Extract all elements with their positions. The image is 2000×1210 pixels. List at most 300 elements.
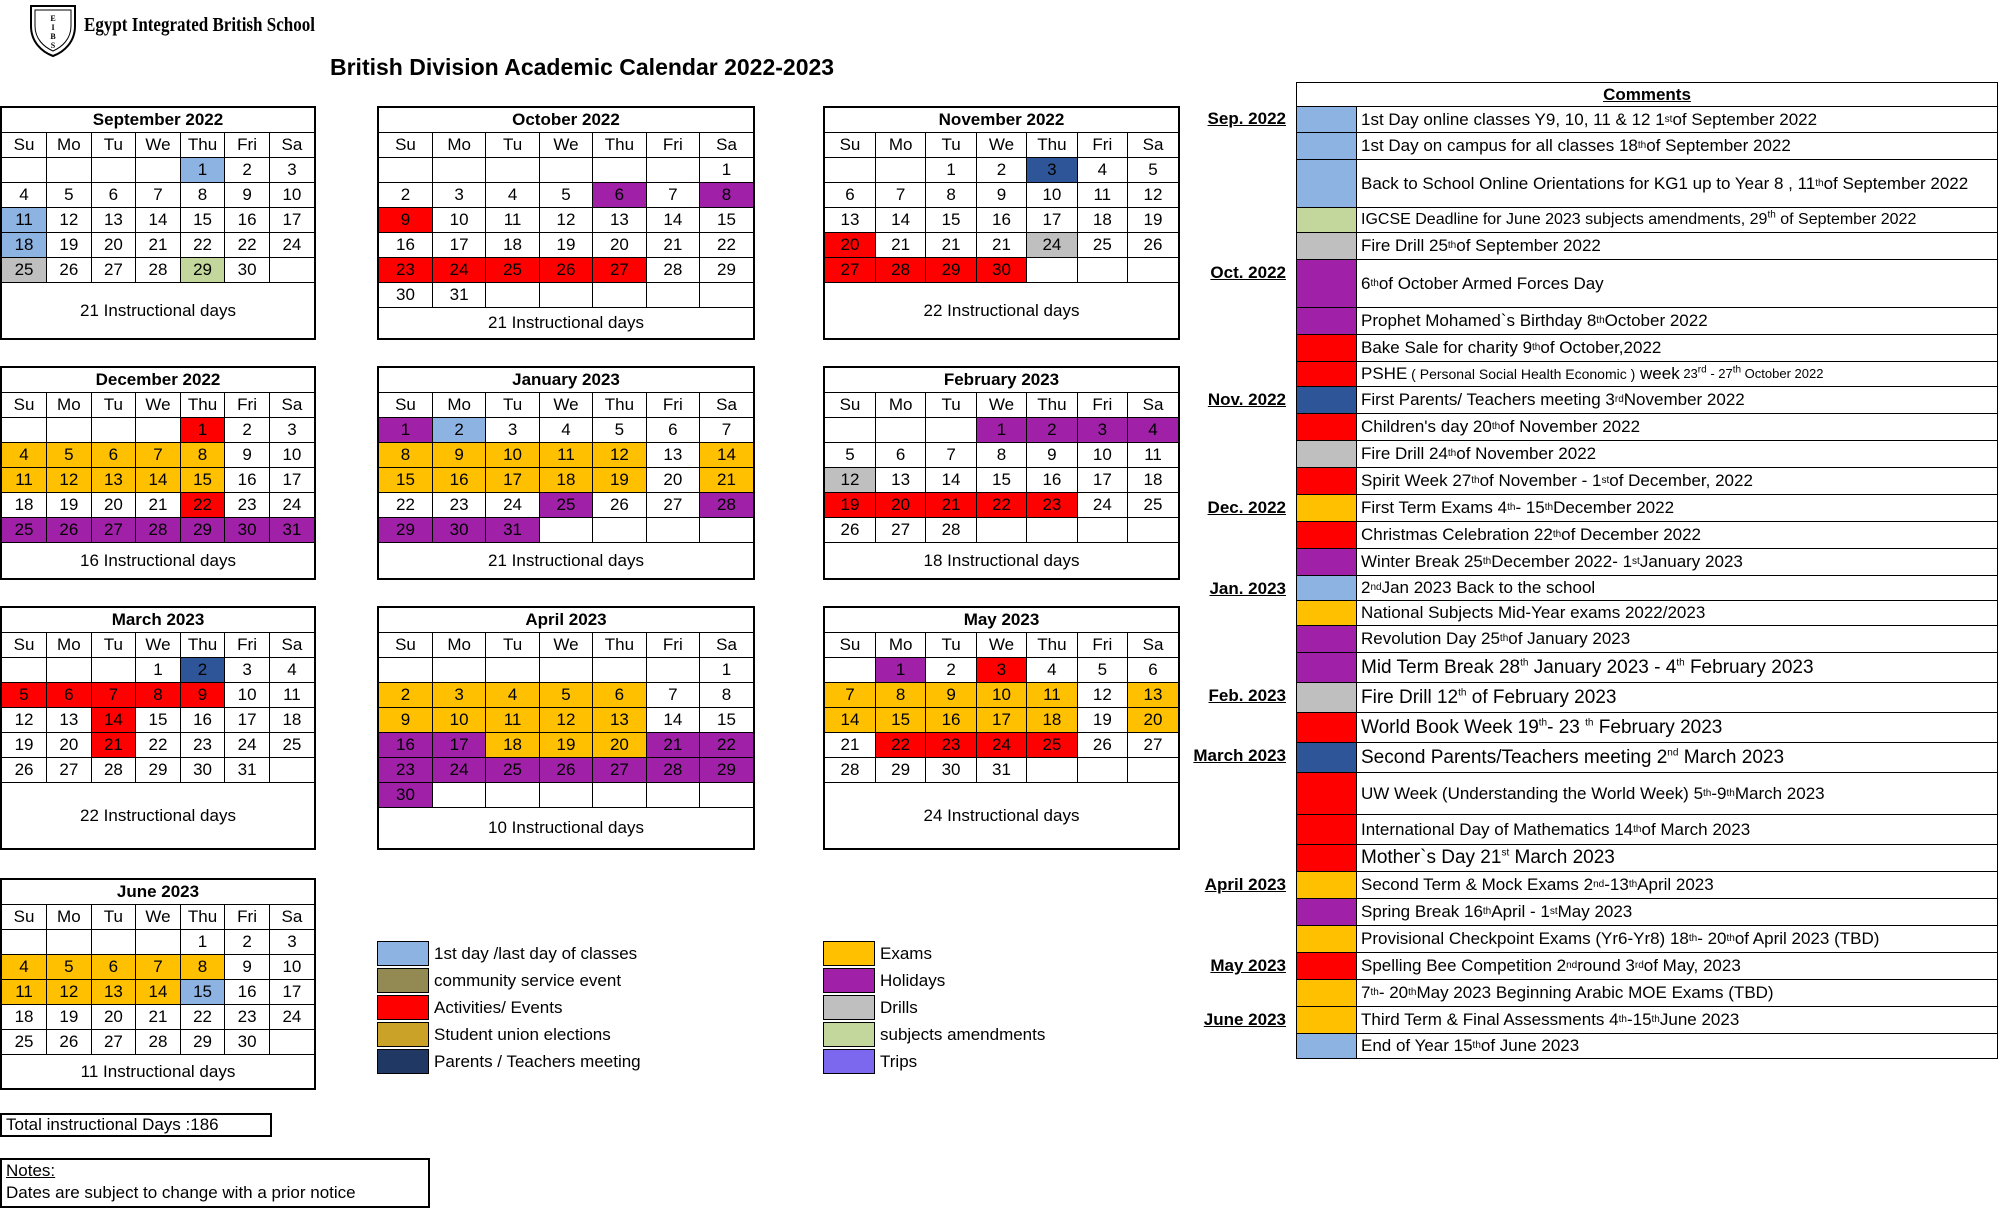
empty-cell [2, 158, 47, 183]
day-cell: 23 [1027, 493, 1077, 518]
day-cell: 1 [180, 158, 225, 183]
day-cell: 14 [136, 980, 181, 1005]
day-cell: 11 [2, 468, 47, 493]
day-cell: 18 [2, 493, 47, 518]
day-cell: 29 [926, 258, 976, 283]
day-cell: 30 [432, 518, 485, 543]
day-cell: 5 [825, 443, 875, 468]
svg-text:I: I [51, 23, 55, 32]
instructional-days: 16 Instructional days [80, 551, 236, 570]
day-cell: 4 [2, 955, 47, 980]
legend-swatch [377, 941, 429, 966]
day-cell: 22 [225, 233, 270, 258]
day-cell: 27 [91, 258, 136, 283]
day-cell: 24 [976, 733, 1026, 758]
legend-swatch [823, 1022, 875, 1047]
day-cell: 28 [646, 258, 699, 283]
day-cell: 28 [136, 1030, 181, 1055]
month-november-2022 [823, 106, 1180, 340]
svg-text:S: S [50, 41, 56, 50]
day-cell: 1 [926, 158, 976, 183]
empty-cell [432, 658, 485, 683]
day-cell: 15 [926, 208, 976, 233]
day-cell: 2 [225, 158, 270, 183]
day-cell: 21 [825, 733, 875, 758]
day-cell: 29 [875, 758, 925, 783]
day-cell: 6 [91, 443, 136, 468]
empty-cell [91, 418, 136, 443]
empty-cell [539, 283, 592, 308]
day-cell: 9 [976, 183, 1026, 208]
day-cell: 19 [47, 1005, 92, 1030]
empty-cell [646, 658, 699, 683]
comment-row [1296, 441, 1998, 468]
day-cell: 4 [486, 683, 539, 708]
day-cell: 25 [1027, 733, 1077, 758]
day-cell: 19 [539, 733, 592, 758]
legend-item [377, 940, 637, 967]
day-cell: 21 [136, 493, 181, 518]
day-cell: 20 [47, 733, 92, 758]
weekday-header: Sa [269, 393, 314, 418]
day-cell: 1 [700, 158, 753, 183]
day-cell: 27 [593, 758, 646, 783]
comment-swatch [1297, 845, 1357, 871]
day-cell: 7 [700, 418, 753, 443]
day-cell: 26 [539, 258, 592, 283]
weekday-header: We [136, 133, 181, 158]
day-cell: 3 [269, 930, 314, 955]
empty-cell [136, 930, 181, 955]
day-cell: 28 [926, 518, 976, 543]
comment-text: Bake Sale for charity 9 th of October,2022 [1361, 338, 1662, 357]
legend-item [823, 967, 945, 994]
day-cell: 13 [1128, 683, 1178, 708]
instructional-days: 22 Instructional days [80, 806, 236, 825]
comment-swatch [1297, 522, 1357, 548]
day-cell: 3 [432, 183, 485, 208]
weekday-header: Thu [593, 133, 646, 158]
day-cell: 26 [2, 758, 47, 783]
comment-row [1296, 845, 1998, 872]
month-title: October 2022 [379, 108, 753, 133]
month-title: May 2023 [825, 608, 1178, 633]
day-cell: 7 [136, 443, 181, 468]
comment-text: National Subjects Mid-Year exams 2022/2023 [1361, 603, 1706, 622]
comment-swatch [1297, 260, 1357, 307]
day-cell: 16 [432, 468, 485, 493]
page-title: British Division Academic Calendar 2022-2023 [330, 54, 835, 80]
comment-text: Provisional Checkpoint Exams (Yr6-Yr8) 18 th - 20 th of April 2023 (TBD) [1361, 929, 1880, 948]
comment-swatch [1297, 743, 1357, 772]
weekday-header: Fri [646, 393, 699, 418]
day-cell: 27 [875, 518, 925, 543]
day-cell: 21 [926, 493, 976, 518]
legend-label: Drills [880, 997, 918, 1017]
month-title: January 2023 [379, 368, 753, 393]
day-cell: 25 [2, 258, 47, 283]
day-cell: 9 [379, 708, 432, 733]
day-cell: 22 [379, 493, 432, 518]
day-cell: 30 [225, 258, 270, 283]
day-cell: 21 [136, 233, 181, 258]
month-title: February 2023 [825, 368, 1178, 393]
day-cell: 4 [1027, 658, 1077, 683]
day-cell: 24 [432, 258, 485, 283]
comment-swatch [1297, 899, 1357, 925]
day-cell: 6 [646, 418, 699, 443]
weekday-header: We [976, 633, 1026, 658]
weekday-header: Fri [225, 133, 270, 158]
legend-item [377, 1048, 641, 1075]
comment-row [1296, 815, 1998, 845]
comment-row [1296, 872, 1998, 899]
empty-cell [825, 158, 875, 183]
school-logo [26, 2, 80, 58]
day-cell: 14 [825, 708, 875, 733]
day-cell: 6 [593, 183, 646, 208]
day-cell: 7 [136, 183, 181, 208]
empty-cell [593, 158, 646, 183]
day-cell: 9 [926, 683, 976, 708]
comment-month-label: May 2023 [1210, 956, 1286, 975]
weekday-header: Mo [432, 133, 485, 158]
day-cell: 5 [47, 955, 92, 980]
legend-swatch [823, 1049, 875, 1074]
comment-swatch [1297, 1007, 1357, 1033]
day-cell: 14 [926, 468, 976, 493]
day-cell: 20 [91, 233, 136, 258]
day-cell: 10 [432, 208, 485, 233]
empty-cell [379, 158, 432, 183]
comment-row [1296, 743, 1998, 773]
day-cell: 9 [225, 955, 270, 980]
empty-cell [91, 930, 136, 955]
day-cell: 25 [1128, 493, 1178, 518]
legend-swatch [377, 1022, 429, 1047]
weekday-header: Fri [225, 905, 270, 930]
day-cell: 21 [91, 733, 136, 758]
legend-label: community service event [434, 970, 622, 990]
day-cell: 4 [2, 183, 47, 208]
day-cell: 2 [180, 658, 225, 683]
legend-label: Student union elections [434, 1024, 611, 1044]
day-cell: 17 [269, 208, 314, 233]
day-cell: 6 [91, 183, 136, 208]
weekday-header: Sa [269, 905, 314, 930]
empty-cell [593, 283, 646, 308]
day-cell: 27 [1128, 733, 1178, 758]
day-cell: 26 [1128, 233, 1178, 258]
day-cell: 31 [486, 518, 539, 543]
weekday-header: Fri [1077, 393, 1127, 418]
day-cell: 3 [1027, 158, 1077, 183]
day-cell: 15 [136, 708, 181, 733]
comment-row [1296, 626, 1998, 653]
comment-swatch [1297, 713, 1357, 742]
day-cell: 3 [976, 658, 1026, 683]
empty-cell [486, 158, 539, 183]
day-cell: 5 [47, 183, 92, 208]
day-cell: 20 [593, 733, 646, 758]
comment-row [1296, 1034, 1998, 1059]
day-cell: 16 [926, 708, 976, 733]
day-cell: 10 [269, 443, 314, 468]
day-cell: 7 [646, 183, 699, 208]
day-cell: 7 [136, 955, 181, 980]
legend-item [377, 994, 563, 1021]
day-cell: 15 [180, 980, 225, 1005]
day-cell: 11 [1128, 443, 1178, 468]
day-cell: 30 [379, 283, 432, 308]
day-cell: 11 [269, 683, 314, 708]
comment-text: Spirit Week 27 th of November - 1 st of December, 2022 [1361, 471, 1753, 490]
empty-cell [91, 158, 136, 183]
day-cell: 18 [1027, 708, 1077, 733]
day-cell: 13 [91, 208, 136, 233]
day-cell: 21 [926, 233, 976, 258]
day-cell: 25 [486, 758, 539, 783]
weekday-header: Su [2, 633, 47, 658]
day-cell: 16 [225, 468, 270, 493]
day-cell: 16 [225, 208, 270, 233]
weekday-header: Sa [1128, 633, 1178, 658]
day-cell: 12 [47, 468, 92, 493]
weekday-header: Mo [47, 905, 92, 930]
month-march-2023 [0, 606, 316, 850]
weekday-header: Mo [875, 633, 925, 658]
day-cell: 6 [91, 955, 136, 980]
month-title: June 2023 [2, 880, 314, 905]
comment-swatch [1297, 1034, 1357, 1058]
school-name: Egypt Integrated British School [84, 14, 315, 36]
instructional-days: 21 Instructional days [80, 301, 236, 320]
day-cell: 29 [180, 1030, 225, 1055]
weekday-header: Tu [486, 133, 539, 158]
empty-cell [136, 418, 181, 443]
comment-text: Spelling Bee Competition 2 nd round 3 rd of May, 2023 [1361, 956, 1741, 975]
weekday-header: Thu [593, 633, 646, 658]
weekday-header: Fri [646, 133, 699, 158]
empty-cell [2, 658, 47, 683]
comment-swatch [1297, 683, 1357, 712]
day-cell: 14 [136, 468, 181, 493]
legend-label: Holidays [880, 970, 946, 990]
day-cell: 5 [1077, 658, 1127, 683]
day-cell: 17 [269, 468, 314, 493]
weekday-header: Sa [269, 133, 314, 158]
comment-row [1296, 160, 1998, 208]
day-cell: 30 [379, 783, 432, 808]
comment-text: Fire Drill 24 th of November 2022 [1361, 444, 1597, 463]
comment-text: PSHE ( Personal Social Health Economic ) week 23rd - 27th October 2022 [1361, 364, 1824, 383]
day-cell: 31 [269, 518, 314, 543]
empty-cell [91, 658, 136, 683]
day-cell: 24 [269, 493, 314, 518]
weekday-header: Thu [180, 905, 225, 930]
weekday-header: Mo [875, 393, 925, 418]
instructional-days: 11 Instructional days [80, 1062, 236, 1081]
day-cell: 24 [432, 758, 485, 783]
empty-cell [1027, 258, 1077, 283]
weekday-header: Tu [926, 133, 976, 158]
day-cell: 1 [180, 418, 225, 443]
comment-month-label: March 2023 [1193, 746, 1286, 765]
comment-row [1296, 233, 1998, 260]
day-cell: 23 [180, 733, 225, 758]
legend-item [377, 1021, 611, 1048]
comment-row [1296, 308, 1998, 335]
comment-swatch [1297, 468, 1357, 494]
day-cell: 5 [1128, 158, 1178, 183]
weekday-header: Sa [1128, 133, 1178, 158]
day-cell: 3 [486, 418, 539, 443]
weekday-header: Tu [926, 393, 976, 418]
day-cell: 29 [180, 518, 225, 543]
comment-swatch [1297, 441, 1357, 467]
comment-text: Second Parents/Teachers meeting 2nd March 2023 [1361, 746, 1785, 768]
day-cell: 17 [432, 733, 485, 758]
comment-swatch [1297, 773, 1357, 814]
day-cell: 14 [91, 708, 136, 733]
day-cell: 30 [225, 1030, 270, 1055]
month-title: March 2023 [2, 608, 314, 633]
day-cell: 26 [47, 258, 92, 283]
comment-row [1296, 683, 1998, 713]
day-cell: 10 [432, 708, 485, 733]
day-cell: 20 [1128, 708, 1178, 733]
day-cell: 15 [875, 708, 925, 733]
svg-text:B: B [50, 32, 56, 41]
day-cell: 12 [1128, 183, 1178, 208]
comment-text: Fire Drill 25 th of September 2022 [1361, 236, 1601, 255]
comment-row [1296, 106, 1998, 133]
day-cell: 16 [225, 980, 270, 1005]
day-cell: 28 [875, 258, 925, 283]
weekday-header: Sa [700, 133, 753, 158]
day-cell: 20 [593, 233, 646, 258]
comment-row [1296, 133, 1998, 160]
day-cell: 23 [225, 1005, 270, 1030]
day-cell: 3 [1077, 418, 1127, 443]
day-cell: 9 [180, 683, 225, 708]
day-cell: 22 [180, 1005, 225, 1030]
empty-cell [1128, 518, 1178, 543]
comment-text: 7 th - 20 th May 2023 Beginning Arabic MOE Exams (TBD) [1361, 983, 1774, 1002]
comment-row [1296, 926, 1998, 953]
day-cell: 14 [875, 208, 925, 233]
instructional-days: 22 Instructional days [923, 301, 1080, 320]
day-cell: 1 [136, 658, 181, 683]
day-cell: 25 [486, 258, 539, 283]
empty-cell [379, 658, 432, 683]
month-title: April 2023 [379, 608, 753, 633]
day-cell: 4 [2, 443, 47, 468]
day-cell: 30 [225, 518, 270, 543]
empty-cell [47, 658, 92, 683]
weekday-header: Fri [225, 393, 270, 418]
legend-item [377, 967, 621, 994]
day-cell: 14 [136, 208, 181, 233]
comment-text: 1st Day on campus for all classes 18 th of September 2022 [1361, 136, 1791, 155]
empty-cell [593, 658, 646, 683]
legend-label: Exams [880, 943, 932, 963]
weekday-header: We [136, 633, 181, 658]
day-cell: 9 [1027, 443, 1077, 468]
empty-cell [539, 783, 592, 808]
day-cell: 11 [2, 208, 47, 233]
day-cell: 23 [379, 758, 432, 783]
day-cell: 13 [47, 708, 92, 733]
day-cell: 4 [486, 183, 539, 208]
comment-row [1296, 1007, 1998, 1034]
weekday-header: Su [2, 905, 47, 930]
empty-cell [700, 283, 753, 308]
day-cell: 4 [1128, 418, 1178, 443]
empty-cell [593, 518, 646, 543]
notes-box [0, 1158, 430, 1208]
comment-row [1296, 980, 1998, 1007]
comment-swatch [1297, 953, 1357, 979]
legend-label: Trips [880, 1051, 918, 1071]
legend-swatch [823, 995, 875, 1020]
weekday-header: Tu [486, 393, 539, 418]
day-cell: 22 [136, 733, 181, 758]
day-cell: 8 [700, 683, 753, 708]
day-cell: 9 [225, 443, 270, 468]
instructional-days: 10 Instructional days [488, 818, 644, 837]
day-cell: 23 [926, 733, 976, 758]
weekday-header: Fri [225, 633, 270, 658]
day-cell: 8 [180, 183, 225, 208]
comment-text: Spring Break 16 th April - 1 st May 2023 [1361, 902, 1633, 921]
day-cell: 2 [379, 683, 432, 708]
weekday-header: Tu [91, 393, 136, 418]
legend-swatch [377, 995, 429, 1020]
day-cell: 22 [180, 233, 225, 258]
day-cell: 30 [976, 258, 1026, 283]
notes-title: Notes: [6, 1161, 56, 1180]
legend-label: subjects amendments [880, 1024, 1046, 1044]
day-cell: 2 [976, 158, 1026, 183]
comment-swatch [1297, 576, 1357, 600]
weekday-header: We [976, 133, 1026, 158]
legend-item [823, 1021, 1045, 1048]
weekday-header: Fri [1077, 633, 1127, 658]
weekday-header: We [539, 393, 592, 418]
day-cell: 17 [1027, 208, 1077, 233]
day-cell: 23 [379, 258, 432, 283]
day-cell: 17 [432, 233, 485, 258]
day-cell: 19 [47, 493, 92, 518]
comment-text: End of Year 15 th of June 2023 [1361, 1036, 1580, 1055]
day-cell: 21 [700, 468, 753, 493]
comment-row [1296, 773, 1998, 815]
day-cell: 7 [926, 443, 976, 468]
day-cell: 15 [180, 468, 225, 493]
weekday-header: Sa [700, 633, 753, 658]
day-cell: 15 [180, 208, 225, 233]
comment-swatch [1297, 815, 1357, 844]
day-cell: 9 [379, 208, 432, 233]
day-cell: 12 [539, 208, 592, 233]
day-cell: 7 [875, 183, 925, 208]
empty-cell [1077, 518, 1127, 543]
weekday-header: Mo [432, 633, 485, 658]
day-cell: 11 [486, 208, 539, 233]
day-cell: 23 [432, 493, 485, 518]
weekday-header: Su [2, 133, 47, 158]
